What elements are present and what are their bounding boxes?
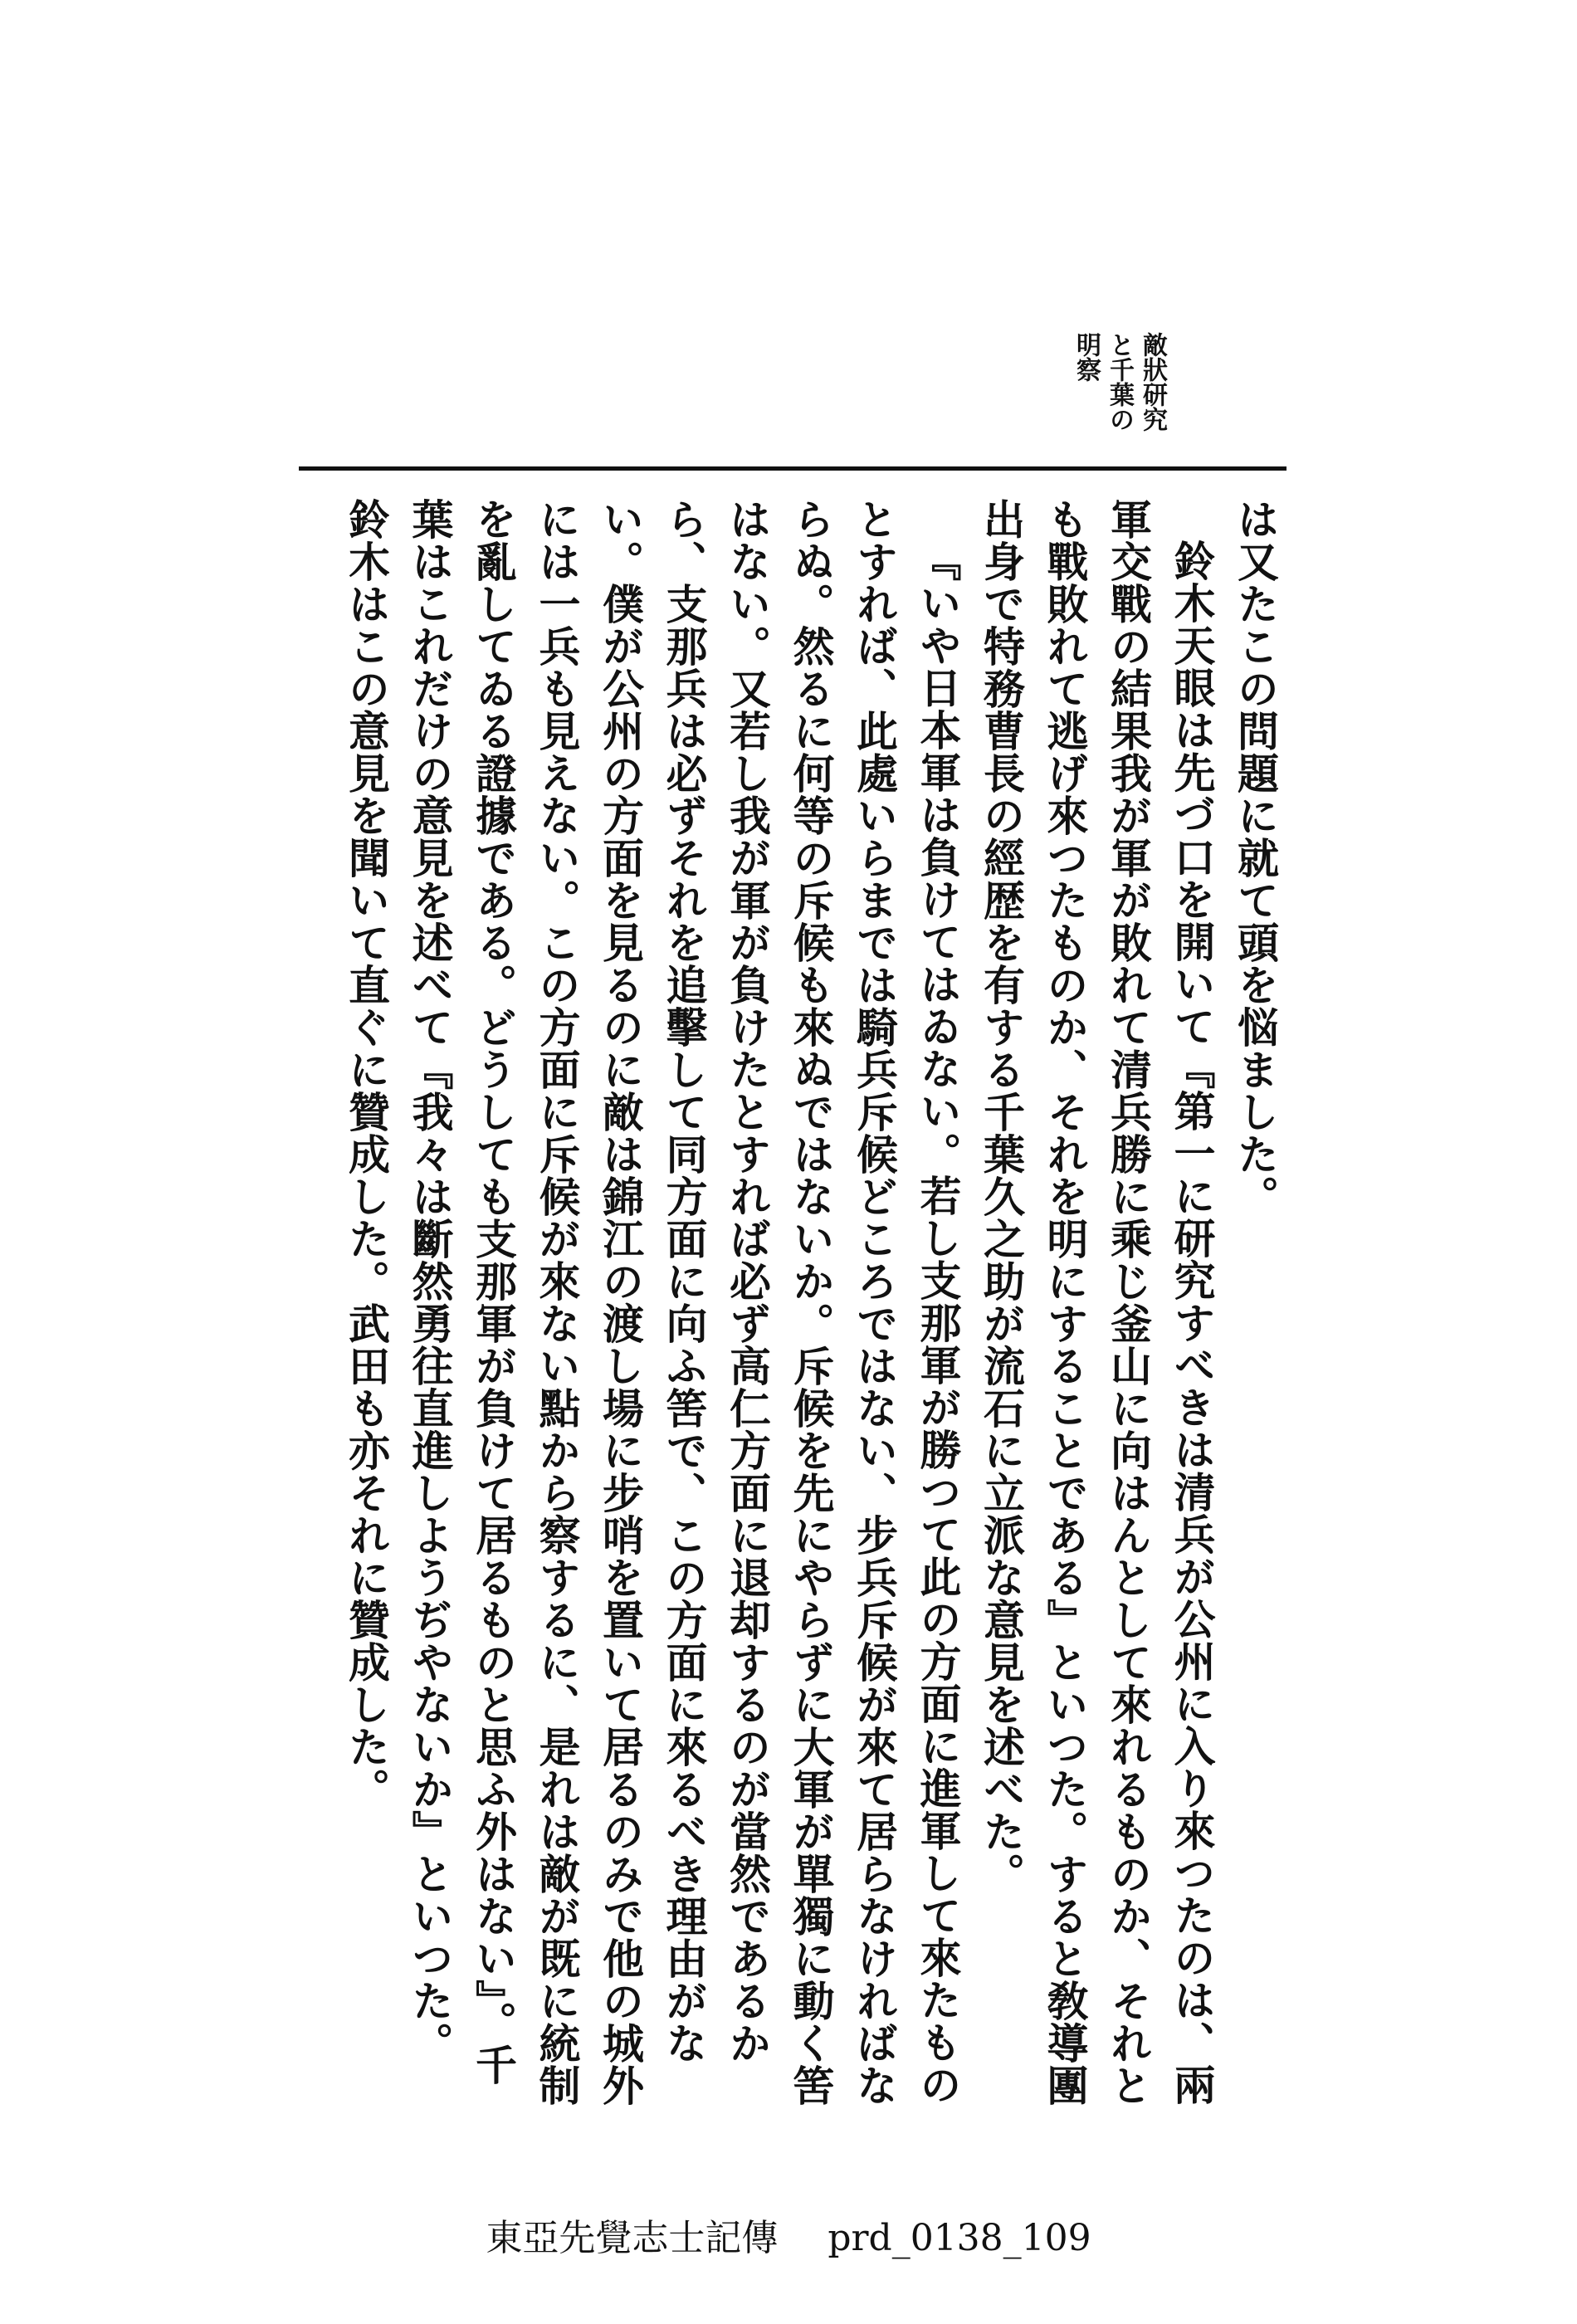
page-footer — [0, 2208, 1577, 2261]
paragraph: 『いや日本軍は負けてはゐない。若し支那軍が勝つて此の方面に進軍して來たものとすれば、此處いらまでは騎兵斥候どころではない、步兵斥候が來て居らなければならぬ。然るに何等の斥候も來ぬではないか。斥候を先にやらずに大軍が單獨に動く筈はない。又若し我が軍が負けたとすれば必ず高仁方面に退却するのが當然であるから、支那兵は必ずそれを追擊して同方面に向ふ筈で、この方面に來るべき理由がない。僕が公州の方面を見るのに敵は錦江の渡し場に步哨を置いて居るのみで他の城外には一兵も見えない。この方面に斥候が來ない點から察するに、是れは敵が既に統制を亂してゐる證據である。どうしても支那軍が負けて居るものと思ふ外はない』。千葉はこれだけの意見を述べて『我々は斷然勇往直進しようぢやないか』といつた。 — [405, 498, 963, 2107]
body-text — [303, 498, 1286, 2116]
paragraph: は又たこの問題に就て頭を悩ました。 — [1231, 498, 1280, 1218]
page-id: prd_0138_109 — [828, 2217, 1091, 2259]
paragraph: 鈴木天眼は先づ口を開いて『第一に研究すべきは清兵が公州に入り來つたのは、兩軍交戰の結果我が軍が敗れて清兵勝に乘じ釜山に向はんとして來れるものか、それとも戰敗れて逃げ來つたものか、それを明にすることである』といつた。すると敎導團出身で特務曹長の經歴を有する千葉久之助が流石に立派な意見を述べた。 — [977, 498, 1217, 2107]
margin-heading — [1071, 332, 1167, 456]
header-rule — [299, 466, 1286, 471]
margin-heading-line: 敵狀研究 — [1138, 332, 1167, 432]
paragraph: 鈴木はこの意見を聞いて直ぐに贊成した。武田も亦それに贊成した。 — [342, 498, 391, 1810]
book-title: 東亞先覺志士記傳 — [486, 2217, 779, 2259]
margin-heading-line: 明察 — [1072, 332, 1101, 382]
margin-heading-line: と千葉の — [1105, 332, 1134, 432]
